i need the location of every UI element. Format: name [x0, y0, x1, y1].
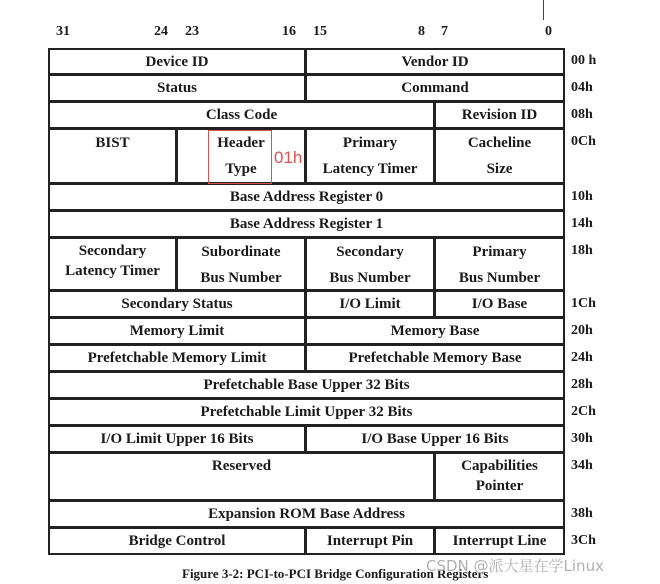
bit-0: 0: [545, 24, 552, 39]
register-label: Prefetchable Base Upper 32 Bits: [203, 377, 410, 393]
register-label: I/O Base: [471, 296, 528, 312]
header-type-annotation: 01h: [274, 148, 303, 167]
register-label: Bridge Control: [128, 533, 226, 549]
register-cell: [48, 210, 565, 238]
register-cell: [305, 48, 565, 75]
offset-label: 10h: [571, 189, 593, 204]
register-label: Secondary Latency Timer: [65, 243, 160, 279]
register-cell: [305, 237, 435, 291]
register-cell: [48, 237, 177, 291]
register-label: Prefetchable Memory Limit: [87, 350, 267, 366]
register-label: Capabilities Pointer: [461, 458, 538, 494]
offset-label: 38h: [571, 506, 593, 521]
register-cell: [48, 48, 306, 75]
offset-label: 0Ch: [571, 134, 596, 149]
register-label: Command: [401, 80, 469, 96]
register-cell: [48, 371, 565, 399]
offset-label: 28h: [571, 377, 593, 392]
offset-label: 3Ch: [571, 533, 596, 548]
register-label: Memory Limit: [129, 323, 225, 339]
figure-caption: Figure 3-2: PCI-to-PCI Bridge Configuration Registers: [182, 566, 489, 581]
register-cell: [305, 425, 565, 453]
offset-label: 08h: [571, 107, 593, 122]
bit-8: 8: [418, 24, 425, 39]
register-cell: [434, 101, 565, 129]
register-cell: [176, 237, 306, 291]
register-cell: [305, 317, 565, 345]
register-label: Primary Bus Number: [458, 244, 541, 286]
register-cell: [305, 74, 565, 102]
register-cell: [305, 290, 435, 318]
register-label: Status: [156, 80, 197, 96]
register-cell: [48, 101, 435, 129]
bit-15: 15: [313, 24, 327, 39]
register-label: BIST: [95, 135, 130, 151]
register-cell: [48, 290, 306, 318]
register-label: Prefetchable Limit Upper 32 Bits: [200, 404, 413, 420]
register-label: Subordinate Bus Number: [200, 244, 282, 286]
register-label: Header Type: [217, 135, 265, 177]
offset-label: 00 h: [571, 53, 597, 68]
bit-24: 24: [154, 24, 168, 39]
register-cell: [48, 128, 177, 184]
register-cell: [305, 344, 565, 372]
offset-label: 34h: [571, 458, 593, 473]
register-cell: [48, 452, 435, 501]
register-label: Secondary Bus Number: [329, 244, 411, 286]
register-label: Primary Latency Timer: [322, 135, 418, 177]
bit-7: 7: [441, 24, 448, 39]
register-cell: [305, 128, 435, 184]
register-cell: [48, 425, 306, 453]
register-label: Base Address Register 1: [229, 216, 384, 232]
offset-label: 24h: [571, 350, 593, 365]
register-cell: [48, 183, 565, 211]
bit-23: 23: [185, 24, 199, 39]
register-label: I/O Base Upper 16 Bits: [361, 431, 509, 447]
offset-label: 1Ch: [571, 296, 596, 311]
register-label: Revision ID: [461, 107, 538, 123]
register-cell: [434, 452, 565, 501]
register-cell: [48, 398, 565, 426]
register-cell: [48, 74, 306, 102]
offset-label: 14h: [571, 216, 593, 231]
header-type-highlight: [208, 130, 272, 184]
offset-label: 30h: [571, 431, 593, 446]
register-label: Class Code: [205, 107, 278, 123]
register-cell: [305, 527, 435, 555]
offset-label: 2Ch: [571, 404, 596, 419]
register-cell: [434, 290, 565, 318]
top-divider-line: [543, 0, 544, 20]
register-label: Secondary Status: [121, 296, 233, 312]
register-label: I/O Limit Upper 16 Bits: [100, 431, 254, 447]
register-label: Interrupt Line: [452, 533, 547, 549]
bit-31: 31: [56, 24, 70, 39]
register-label: Expansion ROM Base Address: [208, 506, 405, 522]
offset-label: 04h: [571, 80, 593, 95]
register-label: Vendor ID: [401, 54, 469, 70]
watermark: CSDN @派大星在学Linux: [426, 557, 604, 575]
register-cell: [434, 527, 565, 555]
offset-label: 18h: [571, 243, 593, 258]
offset-label: 20h: [571, 323, 593, 338]
register-cell: [48, 527, 306, 555]
register-label: I/O Limit: [339, 296, 401, 312]
register-label: Cacheline Size: [467, 135, 532, 177]
register-label: Prefetchable Memory Base: [348, 350, 522, 366]
register-label: Device ID: [145, 54, 209, 70]
bit-16: 16: [282, 24, 296, 39]
register-label: Memory Base: [390, 323, 480, 339]
register-cell: [434, 237, 565, 291]
register-label: Reserved: [211, 458, 272, 474]
register-cell: [48, 317, 306, 345]
register-label: Base Address Register 0: [229, 189, 384, 205]
register-cell: [434, 128, 565, 184]
register-cell: [48, 500, 565, 528]
register-label: Interrupt Pin: [326, 533, 414, 549]
register-cell: [48, 344, 306, 372]
